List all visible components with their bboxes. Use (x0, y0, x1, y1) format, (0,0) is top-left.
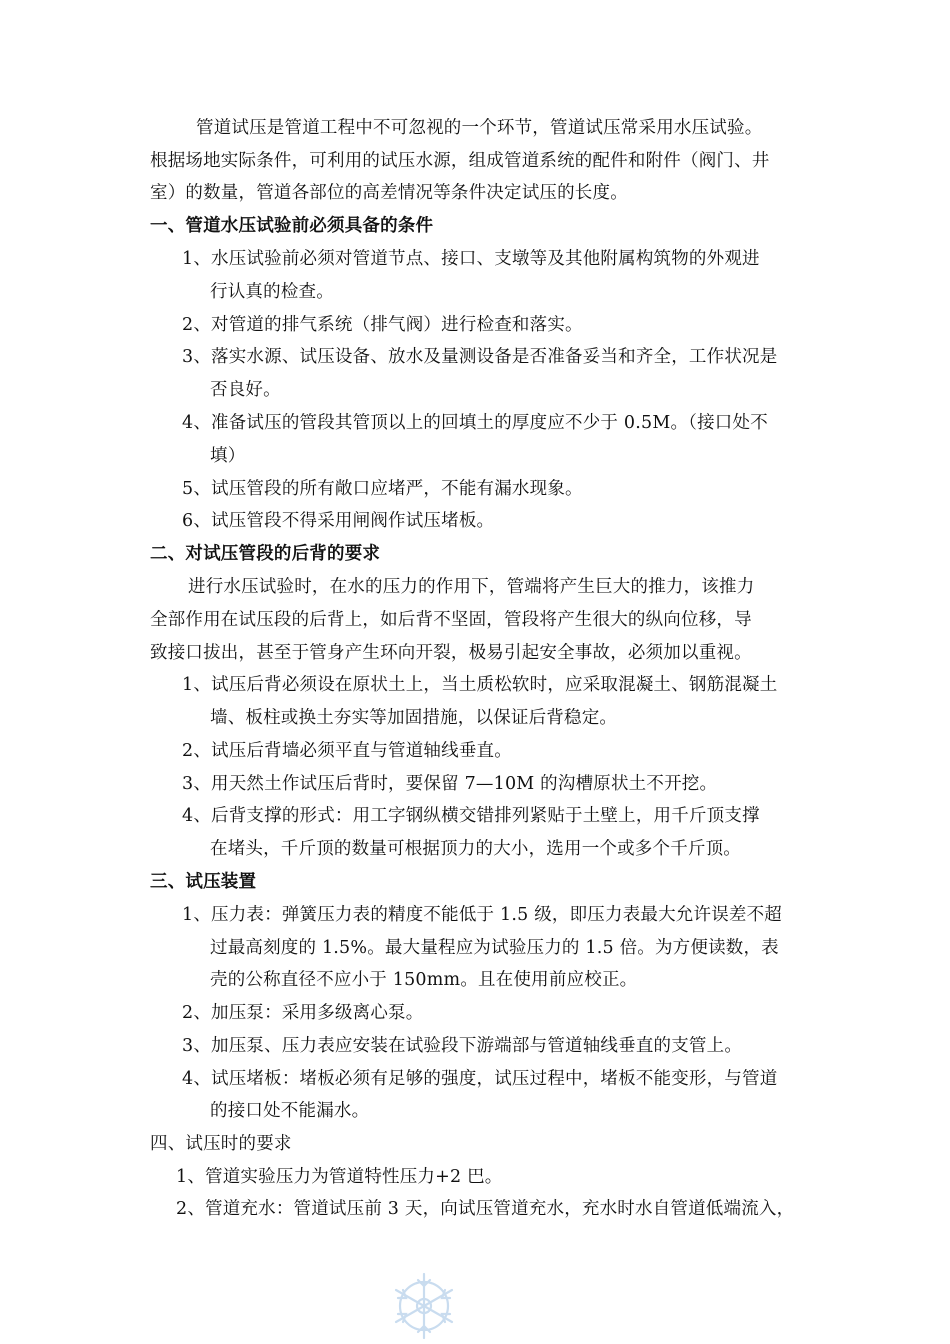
section-2-line-5: 墙、板柱或换土夯实等加固措施，以保证后背稳定。 (210, 708, 618, 728)
section-1-line-5: 否良好。 (210, 380, 281, 400)
section-2-line-2: 全部作用在试压段的后背上，如后背不坚固，管段将产生很大的纵向位移，导 (150, 610, 752, 630)
section-2-heading: 二、对试压管段的后背的要求 (150, 544, 381, 564)
intro-line-2: 根据场地实际条件，可利用的试压水源，组成管道系统的配件和附件（阀门、井 (150, 151, 770, 171)
intro-line-1: 管道试压是管道工程中不可忽视的一个环节，管道试压常采用水压试验。 (196, 118, 763, 138)
section-2-line-8: 4、后背支撑的形式：用工字钢纵横交错排列紧贴于土壁上，用千斤顶支撑 (182, 806, 760, 826)
section-2-line-9: 在堵头，千斤顶的数量可根据顶力的大小，选用一个或多个千斤顶。 (210, 839, 741, 859)
section-1-line-2: 行认真的检查。 (210, 282, 334, 302)
section-3-line-3: 壳的公称直径不应小于 150mm。且在使用前应校正。 (210, 970, 638, 990)
section-3-line-7: 的接口处不能漏水。 (210, 1101, 370, 1121)
section-1-line-3: 2、对管道的排气系统（排气阀）进行检查和落实。 (182, 315, 583, 335)
section-3-line-2: 过最高刻度的 1.5%。最大量程应为试验压力的 1.5 倍。为方便读数，表 (210, 938, 779, 958)
section-2-line-3: 致接口拔出，甚至于管身产生环向开裂，极易引起安全事故，必须加以重视。 (150, 643, 752, 663)
section-3-heading: 三、试压装置 (150, 872, 257, 892)
section-2-line-6: 2、试压后背墙必须平直与管道轴线垂直。 (182, 741, 512, 761)
section-2-line-7: 3、用天然土作试压后背时，要保留 7—10M 的沟槽原状土不开挖。 (182, 774, 718, 794)
section-1-line-8: 5、试压管段的所有敞口应堵严，不能有漏水现象。 (182, 479, 583, 499)
section-4-line-2: 2、管道充水：管道试压前 3 天，向试压管道充水，充水时水自管道低端流入， (176, 1199, 795, 1219)
section-3-line-1: 1、压力表：弹簧压力表的精度不能低于 1.5 级，即压力表最大允许误差不超 (182, 905, 782, 925)
section-4-heading: 四、试压时的要求 (150, 1134, 292, 1154)
section-1-heading: 一、管道水压试验前必须具备的条件 (150, 216, 434, 236)
section-3-line-5: 3、加压泵、压力表应安装在试验段下游端部与管道轴线垂直的支管上。 (182, 1036, 743, 1056)
section-1-line-1: 1、水压试验前必须对管道节点、接口、支墩等及其他附属构筑物的外观进 (182, 249, 760, 269)
section-2-line-1: 进行水压试验时，在水的压力的作用下，管端将产生巨大的推力，该推力 (188, 577, 755, 597)
intro-line-3: 室）的数量，管道各部位的高差情况等条件决定试压的长度。 (150, 183, 628, 203)
section-2-line-4: 1、试压后背必须设在原状土上，当土质松软时，应采取混凝土、钢筋混凝土 (182, 675, 778, 695)
section-3-line-6: 4、试压堵板：堵板必须有足够的强度，试压过程中，堵板不能变形，与管道 (182, 1069, 778, 1089)
section-1-line-7: 填） (210, 446, 246, 466)
snowflake-watermark-icon (388, 1270, 460, 1342)
section-4-line-1: 1、管道实验压力为管道特性压力+2 巴。 (176, 1167, 503, 1187)
section-3-line-4: 2、加压泵：采用多级离心泵。 (182, 1003, 424, 1023)
section-1-line-4: 3、落实水源、试压设备、放水及量测设备是否准备妥当和齐全，工作状况是 (182, 347, 778, 367)
section-1-line-6: 4、准备试压的管段其管顶以上的回填土的厚度应不少于 0.5M。（接口处不 (182, 413, 768, 433)
section-1-line-9: 6、试压管段不得采用闸阀作试压堵板。 (182, 511, 495, 531)
